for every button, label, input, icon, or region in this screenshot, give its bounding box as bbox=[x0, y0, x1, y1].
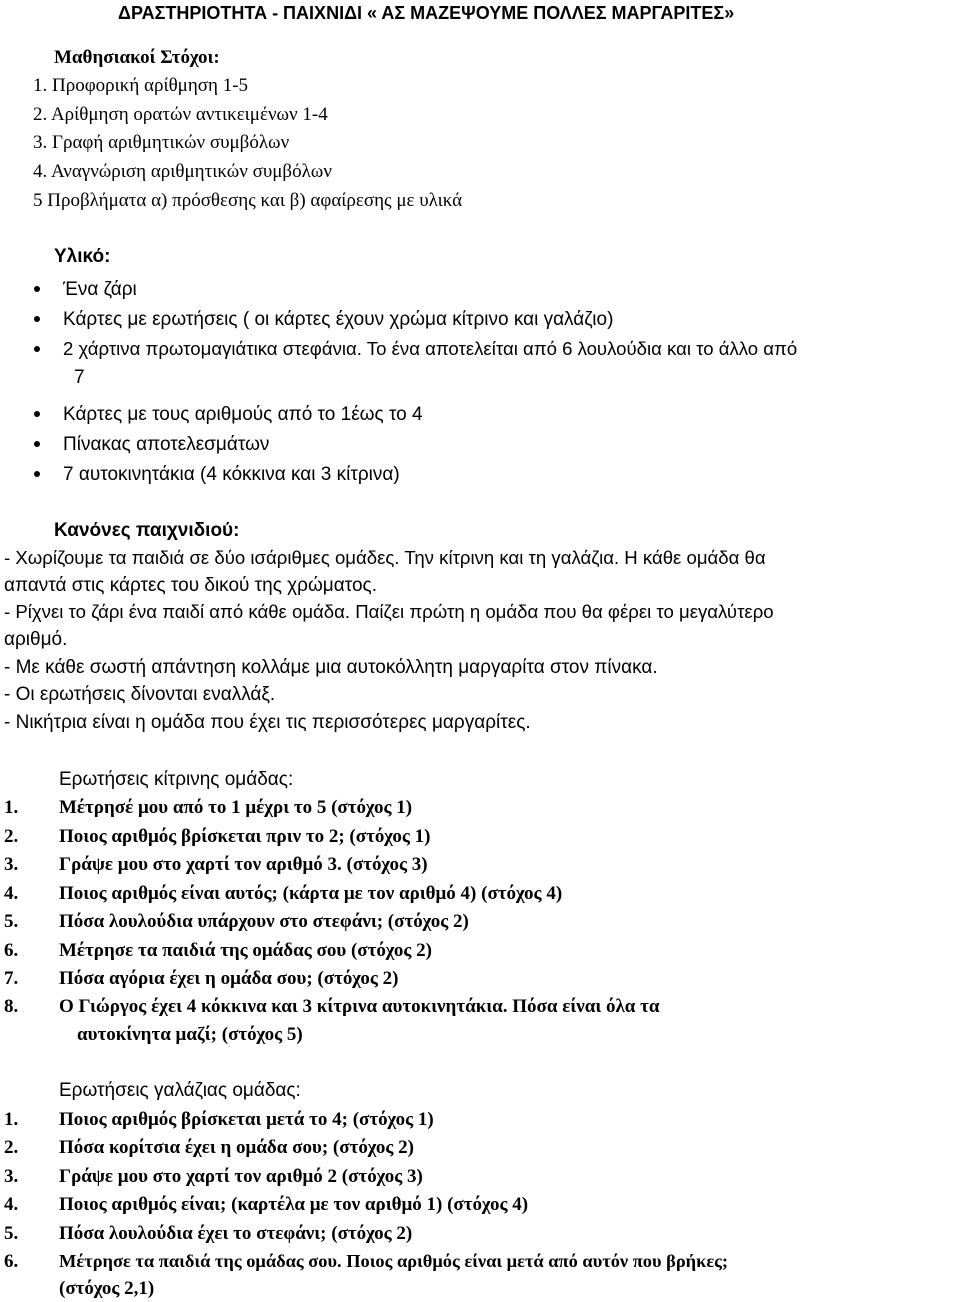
question-text: Ποιος αριθμός είναι αυτός; (κάρτα με τον αριθμό 4) (στόχος 4) bbox=[59, 883, 563, 904]
question-number: 5. bbox=[4, 911, 19, 932]
question-number: 2. bbox=[4, 826, 19, 847]
question-text-continuation: (στόχος 2,1) bbox=[59, 1278, 155, 1299]
question-number: 4. bbox=[4, 883, 19, 904]
question-text: Γράψε μου στο χαρτί τον αριθμό 2 (στόχος 3) bbox=[59, 1166, 423, 1187]
question-text: Μέτρησε τα παιδιά της ομάδας σου (στόχος 2) bbox=[59, 940, 432, 961]
yellow-questions-heading: Ερωτήσεις κίτρινης ομάδας: bbox=[59, 769, 294, 790]
bullet-icon bbox=[34, 471, 40, 477]
rule-line: - Με κάθε σωστή απάντηση κολλάμε μια αυτοκόλλητη μαργαρίτα στον πίνακα. bbox=[4, 657, 658, 678]
question-number: 6. bbox=[4, 940, 19, 961]
question-number: 2. bbox=[4, 1137, 19, 1158]
bullet-icon bbox=[34, 286, 40, 292]
rule-line: - Χωρίζουμε τα παιδιά σε δύο ισάριθμες ομάδες. Την κίτρινη και τη γαλάζια. Η κάθε ομάδα θα bbox=[4, 547, 766, 568]
question-text: Ποιος αριθμός βρίσκεται πριν το 2; (στόχος 1) bbox=[59, 826, 431, 847]
objective-item: 4. Αναγνώριση αριθμητικών συμβόλων bbox=[33, 161, 332, 182]
rule-line: - Νικήτρια είναι η ομάδα που έχει τις περισσότερες μαργαρίτες. bbox=[4, 712, 531, 733]
blue-questions-heading: Ερωτήσεις γαλάζιας ομάδας: bbox=[59, 1080, 301, 1101]
material-item: Πίνακας αποτελεσμάτων bbox=[63, 434, 270, 455]
material-item: 2 χάρτινα πρωτομαγιάτικα στεφάνια. Το ένα αποτελείται από 6 λουλούδια και το άλλο από bbox=[63, 338, 798, 359]
bullet-icon bbox=[34, 316, 40, 322]
question-number: 1. bbox=[4, 1109, 19, 1130]
objective-item: 1. Προφορική αρίθμηση 1-5 bbox=[33, 75, 249, 96]
question-text: Ποιος αριθμός βρίσκεται μετά το 4; (στόχος 1) bbox=[59, 1109, 434, 1130]
question-text: Πόσα κορίτσια έχει η ομάδα σου; (στόχος 2) bbox=[59, 1137, 414, 1158]
question-text-continuation: αυτοκίνητα μαζί; (στόχος 5) bbox=[77, 1024, 303, 1045]
material-item-continuation: 7 bbox=[74, 367, 85, 388]
question-number: 4. bbox=[4, 1194, 19, 1215]
question-text: Ποιος αριθμός είναι; (καρτέλα με τον αριθμό 1) (στόχος 4) bbox=[59, 1194, 529, 1215]
question-text: Γράψε μου στο χαρτί τον αριθμό 3. (στόχος 3) bbox=[59, 854, 428, 875]
question-text: Πόσα αγόρια έχει η ομάδα σου; (στόχος 2) bbox=[59, 968, 399, 989]
question-number: 5. bbox=[4, 1223, 19, 1244]
material-item: Κάρτες με ερωτήσεις ( οι κάρτες έχουν χρώμα κίτρινο και γαλάζιο) bbox=[63, 309, 614, 330]
question-number: 3. bbox=[4, 1166, 19, 1187]
question-text: Πόσα λουλούδια υπάρχουν στο στεφάνι; (στόχος 2) bbox=[59, 911, 469, 932]
objective-item: 5 Προβλήματα α) πρόσθεσης και β) αφαίρεσης με υλικά bbox=[33, 190, 463, 211]
question-text: Μέτρησε τα παιδιά της ομάδας σου. Ποιος αριθμός είναι μετά από αυτόν που βρήκες; bbox=[59, 1251, 729, 1271]
question-number: 1. bbox=[4, 797, 19, 818]
rules-heading: Κανόνες παιχνιδιού: bbox=[54, 520, 240, 541]
material-item: Κάρτες με τους αριθμούς από το 1έως το 4 bbox=[63, 404, 423, 425]
material-item: Ένα ζάρι bbox=[63, 279, 137, 300]
document-title: ΔΡΑΣΤΗΡΙΟΤΗΤΑ - ΠΑΙΧΝΙΔΙ « ΑΣ ΜΑΖΕΨΟΥΜΕ ΠΟΛΛΕΣ ΜΑΡΓΑΡΙΤΕΣ» bbox=[118, 3, 735, 23]
question-text: Ο Γιώργος έχει 4 κόκκινα και 3 κίτρινα αυτοκινητάκια. Πόσα είναι όλα τα bbox=[59, 996, 660, 1017]
question-number: 7. bbox=[4, 968, 19, 989]
rule-line: απαντά στις κάρτες του δικού της χρώματος. bbox=[4, 575, 377, 596]
materials-heading: Υλικό: bbox=[54, 246, 111, 267]
question-number: 3. bbox=[4, 854, 19, 875]
rule-line: αριθμό. bbox=[4, 629, 68, 650]
question-text: Μέτρησέ μου από το 1 μέχρι το 5 (στόχος 1) bbox=[59, 797, 413, 818]
objective-item: 2. Αρίθμηση ορατών αντικειμένων 1-4 bbox=[33, 104, 328, 125]
bullet-icon bbox=[34, 346, 40, 352]
bullet-icon bbox=[34, 411, 40, 417]
objective-item: 3. Γραφή αριθμητικών συμβόλων bbox=[33, 132, 290, 153]
rule-line: - Ρίχνει το ζάρι ένα παιδί από κάθε ομάδα. Παίζει πρώτη η ομάδα που θα φέρει το μεγαλύτερο bbox=[4, 601, 774, 622]
question-number: 8. bbox=[4, 996, 19, 1017]
question-text: Πόσα λουλούδια έχει το στεφάνι; (στόχος 2) bbox=[59, 1223, 413, 1244]
material-item: 7 αυτοκινητάκια (4 κόκκινα και 3 κίτρινα) bbox=[63, 464, 400, 485]
bullet-icon bbox=[34, 441, 40, 447]
question-number: 6. bbox=[4, 1251, 19, 1272]
objectives-heading: Μαθησιακοί Στόχοι: bbox=[54, 47, 220, 68]
rule-line: - Οι ερωτήσεις δίνονται εναλλάξ. bbox=[4, 684, 276, 705]
